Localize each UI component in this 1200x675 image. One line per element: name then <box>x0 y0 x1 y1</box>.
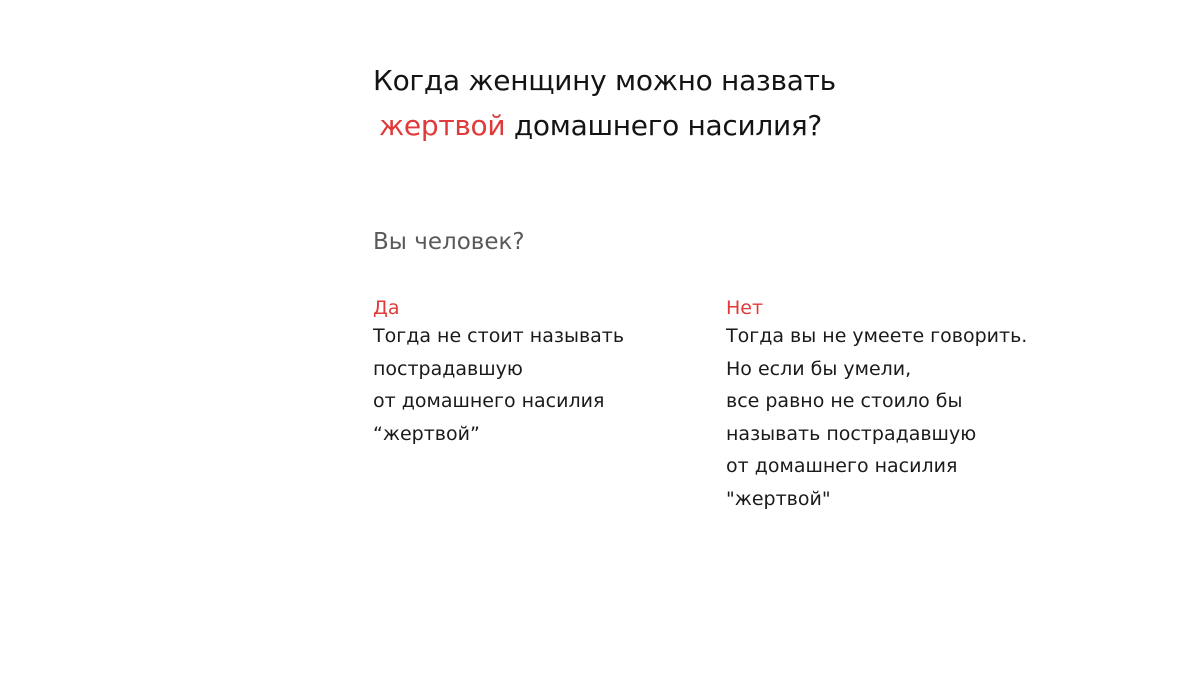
answer-no-line: Тогда вы не умеете говорить. <box>726 325 1028 347</box>
answer-yes <box>373 296 703 450</box>
answer-yes-line: пострадавшую <box>373 357 523 380</box>
title-line-1: Когда женщину можно назвать <box>373 64 836 97</box>
answer-no-line: все равно не стоило бы <box>726 390 963 412</box>
answer-yes-label: Да <box>373 297 400 319</box>
answer-yes-line: Тогда не стоит называть <box>373 325 625 347</box>
answer-no-line: называть пострадавшую <box>726 422 977 445</box>
answer-yes-text <box>373 320 703 450</box>
page-title <box>373 58 933 148</box>
answer-yes-line: “жертвой” <box>373 422 480 445</box>
answer-no-line: "жертвой" <box>726 487 831 510</box>
title-accent-word: жертвой <box>379 109 506 142</box>
question-text: Вы человек? <box>373 229 525 255</box>
answer-no-line: Но если бы умели, <box>726 357 912 380</box>
title-line-2-rest: домашнего насилия? <box>505 109 822 142</box>
answer-yes-line: от домашнего насилия <box>373 390 605 412</box>
answer-no <box>726 296 1066 515</box>
answer-no-label: Нет <box>726 297 764 319</box>
title-line-2 <box>373 103 933 148</box>
answer-no-line: от домашнего насилия <box>726 455 958 477</box>
answer-no-text <box>726 320 1066 515</box>
